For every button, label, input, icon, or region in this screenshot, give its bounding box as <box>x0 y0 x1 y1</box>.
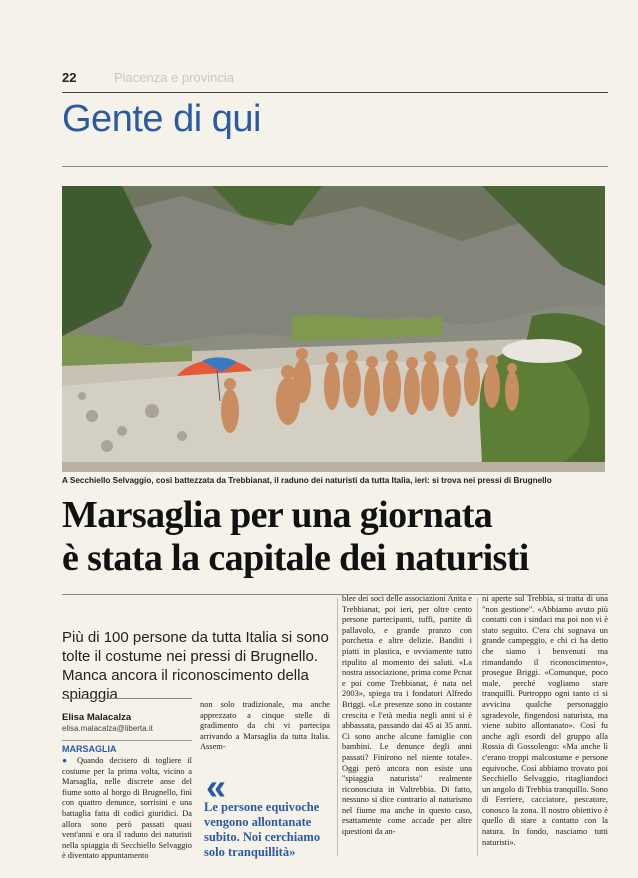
dateline: MARSAGLIA <box>62 744 117 754</box>
article-column-2: non solo tradizionale, ma anche apprezzato a cinque stelle di gradimento da chi vi partecipa arrivando a Marsaglia da tutta Italia. Assem- <box>200 700 330 752</box>
byline-email: elisa.malacalza@liberta.it <box>62 724 153 733</box>
byline-rule <box>62 740 192 741</box>
headline <box>62 494 622 580</box>
column-1-text: Quando decisero di togliere il costume per la prima volta, vicino a Marsaglia, nelle discrete anse del fiume sotto al borgo di Brugnello, finì con quattro denunce, sorrisini e una battaglia fatta di codici giuridici. Da allora sono però passati quasi vent'anni e ora il raduno dei naturisti nella spiaggia di Secchiello Selvaggio è diventato appuntamento <box>62 756 193 861</box>
pull-quote: Le persone equivoche vengono allontanate subito. Noi cerchiamo solo tranquillità» <box>204 800 321 859</box>
rubric-title: Gente di qui <box>62 98 261 140</box>
quote-mark-icon: « <box>206 766 219 807</box>
headline-line-2: è stata la capitale dei naturisti <box>62 537 529 579</box>
bullet-icon: ● <box>62 756 71 765</box>
article-column-1 <box>62 744 192 862</box>
article-column-4: ni aperte sul Trebbia, si tratta di una "non gestione". «Abbiamo avuto più contatti con i sindaci ma poi non vi è stato seguito. C'era chi sognava un grande campeggio, e chi ci ha detto che siamo i benvenuti ma rimandando il riconoscimento», prosegue Briggi. «Comunque, poco male, perché vogliamo stare tranquilli. Purtroppo ogni tanto ci si avvicina qualche personaggio sgradevole, fingendosi naturista, ma viene subito allontanato». Così fu anche agli esordi del gruppo alla Rossia di Gossolengo: «Ma anche lì c'erano troppi malcostume e persone equivoche. Così abbiamo trovato poi Secchiello Selvaggio, ritagliandoci un angolo di Trebbia tranquillo. Sono di Ferriere, cacciatore, pescatore, conosco la zona. Il nostro obiettivo è quello di stare a contatto con la natura. In fondo, nasciamo tutti naturisti». <box>482 594 608 847</box>
top-rule <box>62 92 608 93</box>
rubric-rule <box>62 166 608 167</box>
subheadline: Più di 100 persone da tutta Italia si sono tolte il costume nei pressi di Brugnello. Manca ancora il riconoscimento della spiaggia <box>62 629 329 703</box>
article-photo <box>62 186 605 472</box>
section-name: Piacenza e provincia <box>114 70 234 85</box>
photo-caption: A Secchiello Selvaggio, così battezzata da Trebbianat, il raduno dei naturisti da tutta Italia, ieri: si trova nei pressi di Brugnello <box>62 476 552 485</box>
article-column-3: blee dei soci delle associazioni Anita e Trebbianat, poi ieri, per oltre cento persone partecipanti, tuffi, partite di pallavolo, e grande pranzo con porchetta e altre delizie. Banditi i piatti in plastica, e ovviamente tutto ripulito al momento dei saluti. «La nostra associazione, prima come Pcnat e poi come Trebbianat, è nata nel 2003», spiega tra i fondatori Alfredo Briggi. «Le presenze sono in costante crescita e l'età media negli anni si è abbassata, passando dai 45 ai 35 anni. Ci sono anche alcune famiglie con bambini. Le denunce degli anni passati? Finirono nel niente totale». Oggi però ancora non esiste una "spiaggia naturista" realmente riconosciuta in Valtrebbia. Di fatto, nessuno si dice contrario al naturismo nel fiume ma anche in questo caso, esattamente come accade per altre questioni da an- <box>342 594 472 837</box>
byline-author: Elisa Malacalza <box>62 712 132 723</box>
column-divider <box>477 598 478 856</box>
headline-line-1: Marsaglia per una giornata <box>62 494 493 536</box>
page-number: 22 <box>62 70 77 85</box>
subhead-rule <box>62 698 192 699</box>
column-divider <box>337 598 338 856</box>
